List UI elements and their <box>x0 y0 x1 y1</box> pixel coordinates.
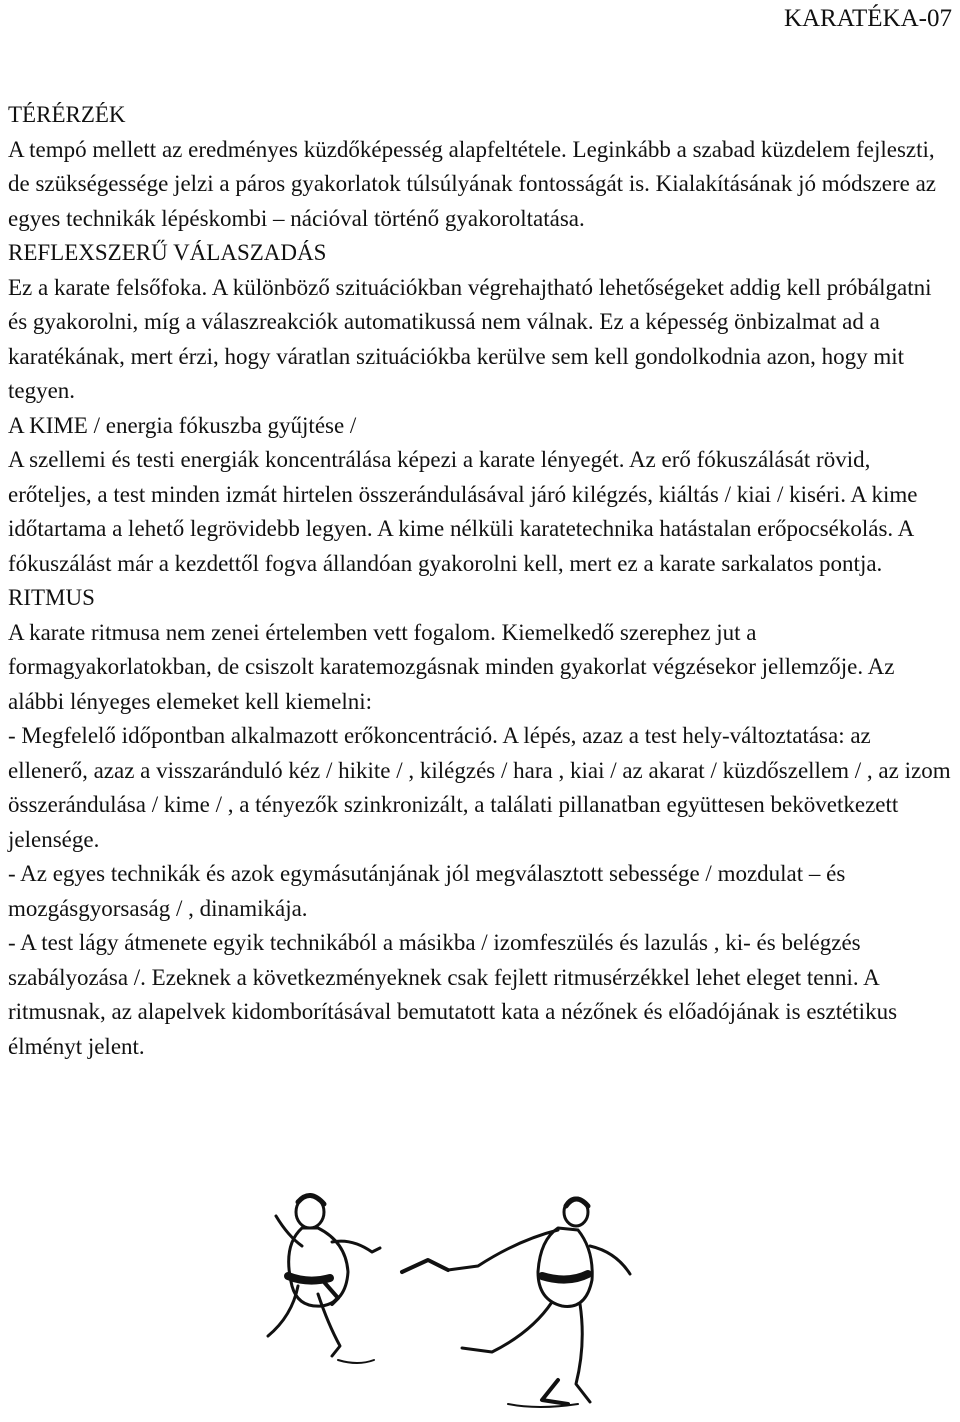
right-fighter-figure <box>402 1198 630 1404</box>
section-body-reflex: Ez a karate felsőfoka. A különböző szituációkban végrehajtható lehetőségeket addig kell próbálgatni és gyakorolni, míg a válaszreakciók automatikussá nem válnak. Ez a képesség önbizalmat ad a karatékának, mert érzi, hogy váratlan szituációkba kerülve sem kell gondolkodnia azon, hogy mit tegyen. <box>8 274 932 403</box>
ritmus-list-item: - A test lágy átmenete egyik technikából a másikba / izomfeszülés és lazulás , ki- és belégzés szabályozása /. Ezeknek a következményeknek csak fejlett ritmusérzékkel lehet eleget tenni. A ritmusnak, az alapelvek kidomborításával bemutatott kata a nézőnek és előadójának is esztétikus élményt jelent. <box>8 930 898 1059</box>
section-heading-reflex: REFLEXSZERŰ VÁLASZADÁS <box>8 240 327 265</box>
section-body-terezek: A tempó mellett az eredményes küzdőképesség alapfeltétele. Leginkább a szabad küzdelem fejleszti, de szükségessége jelzi a páros gyakorlatok túlsúlyának fontosságát is. Kialakításának jó módszere az egyes technikák lépéskombi – nációval történő gyakoroltatása. <box>8 136 937 231</box>
left-fighter-figure <box>268 1195 380 1356</box>
section-heading-kime: A KIME / energia fókuszba gyűjtése / <box>8 412 357 438</box>
section-body-ritmus: A karate ritmusa nem zenei értelemben vett fogalom. Kiemelkedő szerephez jut a formagyakorlatokban, de csiszolt karatemozgásnak minden gyakorlat végzésekor jellemzője. Az alábbi lényeges elemeket kell kiemelni: <box>8 619 895 714</box>
page-header-title: KARATÉKA-07 <box>783 5 952 32</box>
ritmus-list-item: - Az egyes technikák és azok egymásutánjának jól megválasztott sebessége / mozdulat – és mozgásgyorsaság / , dinamikája. <box>8 861 846 921</box>
section-heading-ritmus: RITMUS <box>8 585 95 610</box>
ritmus-list-item: - Megfelelő időpontban alkalmazott erőkoncentráció. A lépés, azaz a test hely-változtatása: az ellenerő, azaz a visszaránduló kéz / hikite / , kilégzés / hara , kiai / az akarat / küzdőszellem / , az izom összerándulása / kime / , a tényezők szinkronizált, a találati pillanatban együttesen bekövetkezett jelensége. <box>8 723 951 852</box>
karate-fighters-illustration <box>258 1190 678 1415</box>
document-body <box>8 98 953 1064</box>
section-body-kime: A szellemi és testi energiák koncentrálása képezi a karate lényegét. Az erő fókuszálását rövid, erőteljes, a test minden izmát hirtelen összerándulásával járó kilégzés, kiáltás / kiai / kiséri. A kime időtartama a lehető legrövidebb legyen. A kime nélküli karatetechnika hatástalan erőpocsékolás. A fókuszálást már a kezdettől fogva állandóan gyakorolni kell, mert ez a karate sarkalatos pontja. <box>8 447 918 576</box>
section-heading-terezek: TÉRÉRZÉK <box>8 102 126 127</box>
